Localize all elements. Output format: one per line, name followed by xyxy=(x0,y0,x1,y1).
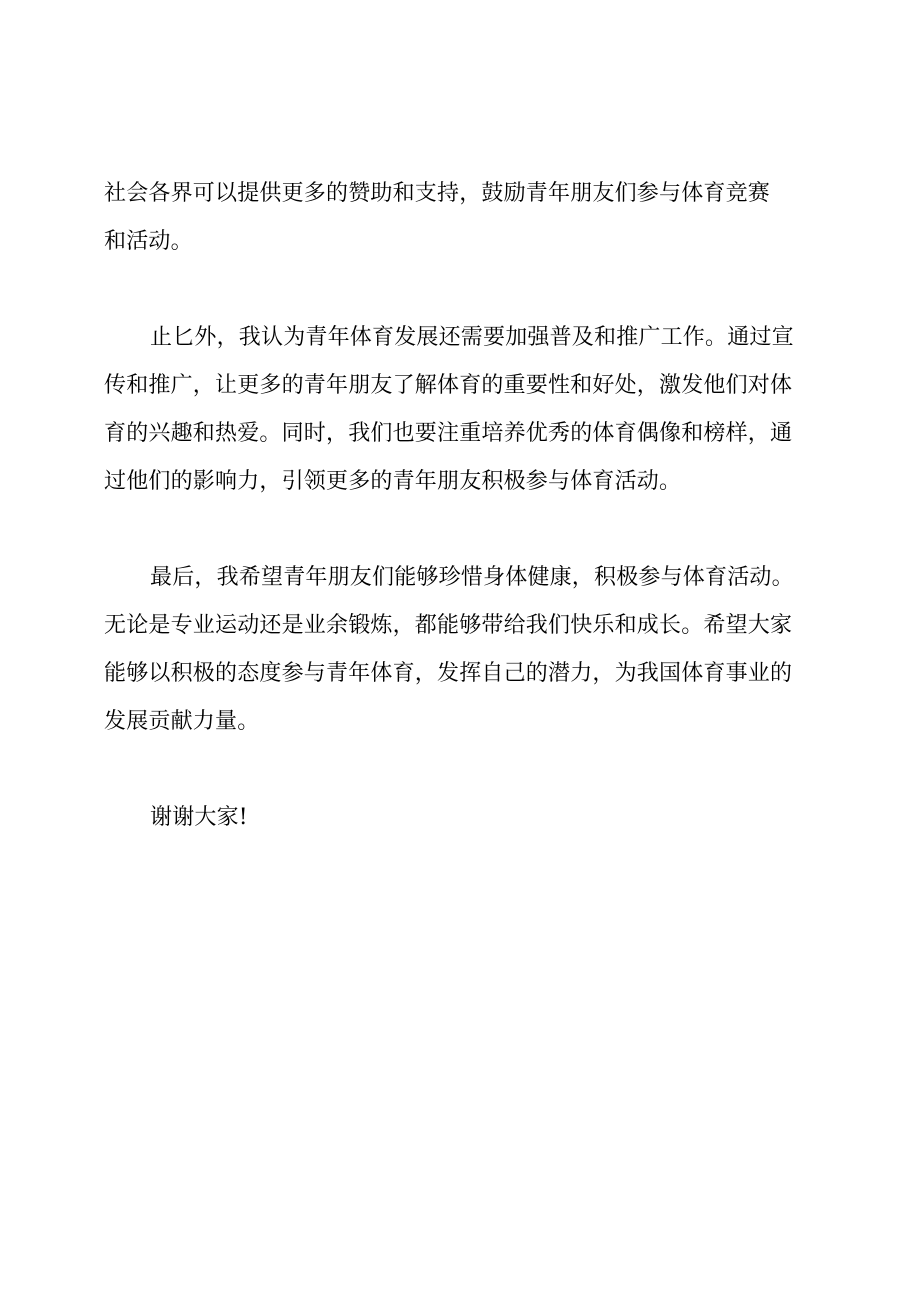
paragraph-2-line-2: 传和推广，让更多的青年朋友了解体育的重要性和好处，激发他们对体 xyxy=(104,373,793,398)
paragraph-1-line-1: 社会各界可以提供更多的赞助和支持，鼓励青年朋友们参与体育竞赛 xyxy=(104,181,771,206)
paragraph-1-line-2: 和活动。 xyxy=(104,229,193,254)
paragraph-3-line-1: 最后，我希望青年朋友们能够珍惜身体健康，积极参与体育活动。 xyxy=(150,565,794,590)
paragraph-3-line-3: 能够以积极的态度参与青年体育，发挥自己的潜力，为我国体育事业的 xyxy=(104,661,793,686)
paragraph-2-line-4: 过他们的影响力，引领更多的青年朋友积极参与体育活动。 xyxy=(104,469,682,494)
paragraph-3-line-4: 发展贡献力量。 xyxy=(104,709,260,734)
paragraph-3-line-2: 无论是专业运动还是业余锻炼，都能够带给我们快乐和成长。希望大家 xyxy=(104,613,793,638)
paragraph-2-line-1: 止匕外，我认为青年体育发展还需要加强普及和推广工作。通过宣 xyxy=(150,325,794,350)
closing-thanks: 谢谢大家! xyxy=(150,805,248,830)
paragraph-2-line-3: 育的兴趣和热爱。同时，我们也要注重培养优秀的体育偶像和榜样，通 xyxy=(104,421,793,446)
